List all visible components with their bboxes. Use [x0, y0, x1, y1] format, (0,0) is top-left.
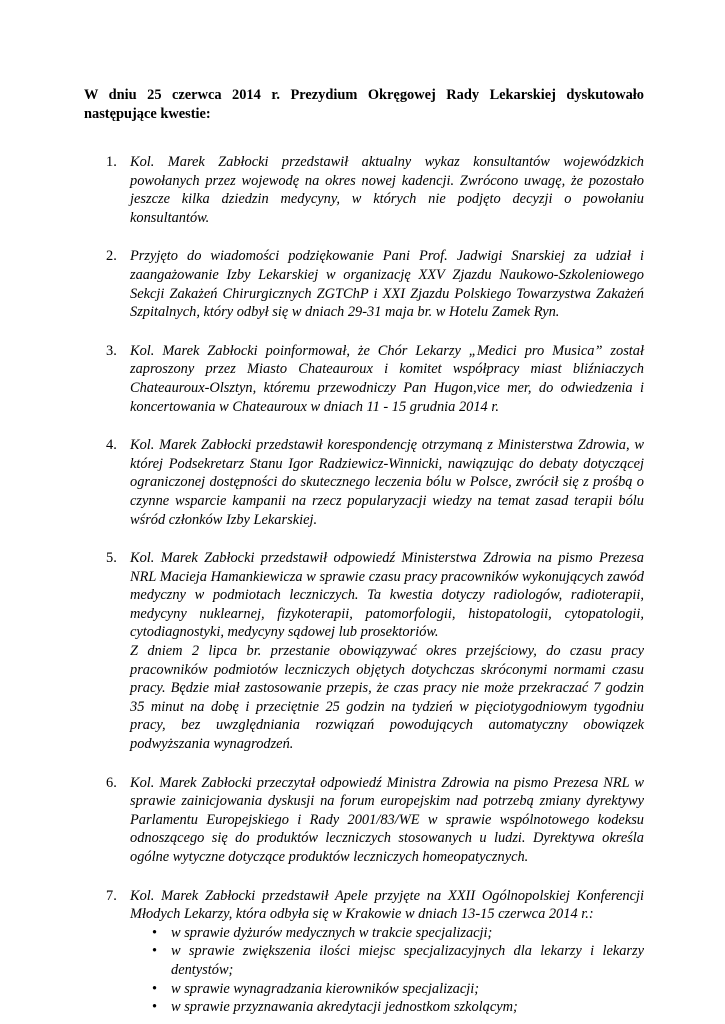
- bullet-item: [152, 998, 644, 1017]
- appeals-bullet-list: [130, 924, 644, 1017]
- bullet-text: w sprawie wynagradzania kierowników specjalizacji;: [171, 980, 480, 997]
- bullet-item: [152, 942, 644, 979]
- bullet-text: w sprawie zwiększenia ilości miejsc specjalizacyjnych dla lekarzy i lekarzy dentystów;: [171, 943, 644, 978]
- bullet-text: w sprawie przyznawania akredytacji jednostkom szkolącym;: [171, 999, 518, 1016]
- item-number: 4.: [106, 437, 117, 454]
- bullet-item: [152, 924, 644, 943]
- item-number: 1.: [106, 154, 117, 170]
- item-number: 7.: [106, 887, 117, 904]
- bullet-icon: •: [152, 924, 158, 941]
- list-item: [106, 436, 644, 529]
- bullet-item: [152, 980, 644, 999]
- bullet-icon: •: [152, 943, 158, 960]
- item-text: Kol. Marek Zabłocki przedstawił korespondencję otrzymaną z Ministerstwa Zdrowia, w której Podsekretarz Stanu Igor Radziewicz-Winnicki, nawiązując do debaty dotyczącej ograniczonej dostępności do skutecznego leczenia bólu w Polsce, zwrócił się z prośbą o czynne wsparcie kampanii na rzecz popularyzacji wiedzy na temat zasad terapii bólu wśród członków Izby Lekarskiej.: [130, 437, 644, 528]
- document-heading: W dniu 25 czerwca 2014 r. Prezydium Okręgowej Rady Lekarskiej dyskutowało następujące kwestie:: [84, 87, 644, 122]
- item-number: 5.: [106, 550, 117, 567]
- item-text: Kol. Marek Zabłocki przedstawił aktualny wykaz konsultantów wojewódzkich powołanych przez wojewodę na okres nowej kadencji. Zwrócono uwagę, że pozostało jeszcze kilka dziedzin medycyny, w których nie podjęto decyzji o powołaniu konsultantów.: [130, 154, 644, 226]
- item-number: 6.: [106, 774, 117, 791]
- item-text: Kol. Marek Zabłocki przedstawił odpowiedź Ministerstwa Zdrowia na pismo Prezesa NRL Macieja Hamankiewicza w sprawie czasu pracy pracowników wykonujących zawód medyczny w podmiotach leczniczych. Ta kwestia dotyczy radiologów, radioterapii, medycyny nuklearnej, fizykoterapii, patomorfologii, histopatologii, cytopatologii, cytodiagnostyki, medycyny sądowej lub prosektoriów.: [130, 550, 644, 641]
- list-item: [106, 342, 644, 416]
- bullet-icon: •: [152, 980, 158, 997]
- bullet-text: w sprawie dyżurów medycznych w trakcie specjalizacji;: [171, 924, 493, 941]
- item-text: Kol. Marek Zabłocki przeczytał odpowiedź Ministra Zdrowia na pismo Prezesa NRL w sprawie zainicjowania dyskusji na forum europejskim nad potrzebą zmiany dyrektywy Parlamentu Europejskiego i Rady 2001/83/WE w sprawie wspólnotowego kodeksu odnoszącego się do produktów leczniczych stosowanych u ludzi. Dyrektywa określa ogólne wytyczne dotyczące produktów leczniczych homeopatycznych.: [130, 774, 644, 865]
- bullet-icon: •: [152, 999, 158, 1016]
- list-item: [106, 774, 644, 867]
- agenda-list: [106, 153, 644, 1017]
- item-text-continued: Z dniem 2 lipca br. przestanie obowiązywać okres przejściowy, do czasu pracy pracowników podmiotów leczniczych objętych dotychczas skróconymi normami czasu pracy. Będzie miał zastosowanie przepis, że czas pracy nie może przekraczać 7 godzin 35 minut na dobę i przeciętnie 25 godzin na tydzień w pięciotygodniowym tygodniu pracy, bez uwzględniania rozwiązań powodujących automatyczny obowiązek podwyższania wynagrodzeń.: [130, 643, 644, 753]
- item-number: 2.: [106, 248, 117, 265]
- list-item: [106, 887, 644, 1017]
- item-text: Kol. Marek Zabłocki przedstawił Apele przyjęte na XXII Ogólnopolskiej Konferencji Młodych Lekarzy, która odbyła się w Krakowie w dniach 13-15 czerwca 2014 r.:: [130, 887, 644, 923]
- item-number: 3.: [106, 342, 117, 359]
- list-item: [106, 549, 644, 754]
- list-item: [106, 153, 644, 227]
- item-text: Kol. Marek Zabłocki poinformował, że Chór Lekarzy „Medici pro Musica” został zaproszony przez Miasto Chateauroux i komitet współpracy miast bliźniaczych Chateauroux-Olsztyn, któremu przewodniczy Pan Hugon,vice mer, do odwiedzenia i koncertowania w Chateauroux w dniach 11 - 15 grudnia 2014 r.: [130, 342, 644, 415]
- list-item: [106, 247, 644, 321]
- item-text: Przyjęto do wiadomości podziękowanie Pani Prof. Jadwigi Snarskiej za udział i zaangażowanie Izby Lekarskiej w organizację XXV Zjazdu Naukowo-Szkoleniowego Sekcji Zakażeń Chirurgicznych ZGTChP i XXI Zjazdu Polskiego Towarzystwa Zakażeń Szpitalnych, który odbył się w dniach 29-31 maja br. w Hotelu Zamek Ryn.: [130, 248, 644, 321]
